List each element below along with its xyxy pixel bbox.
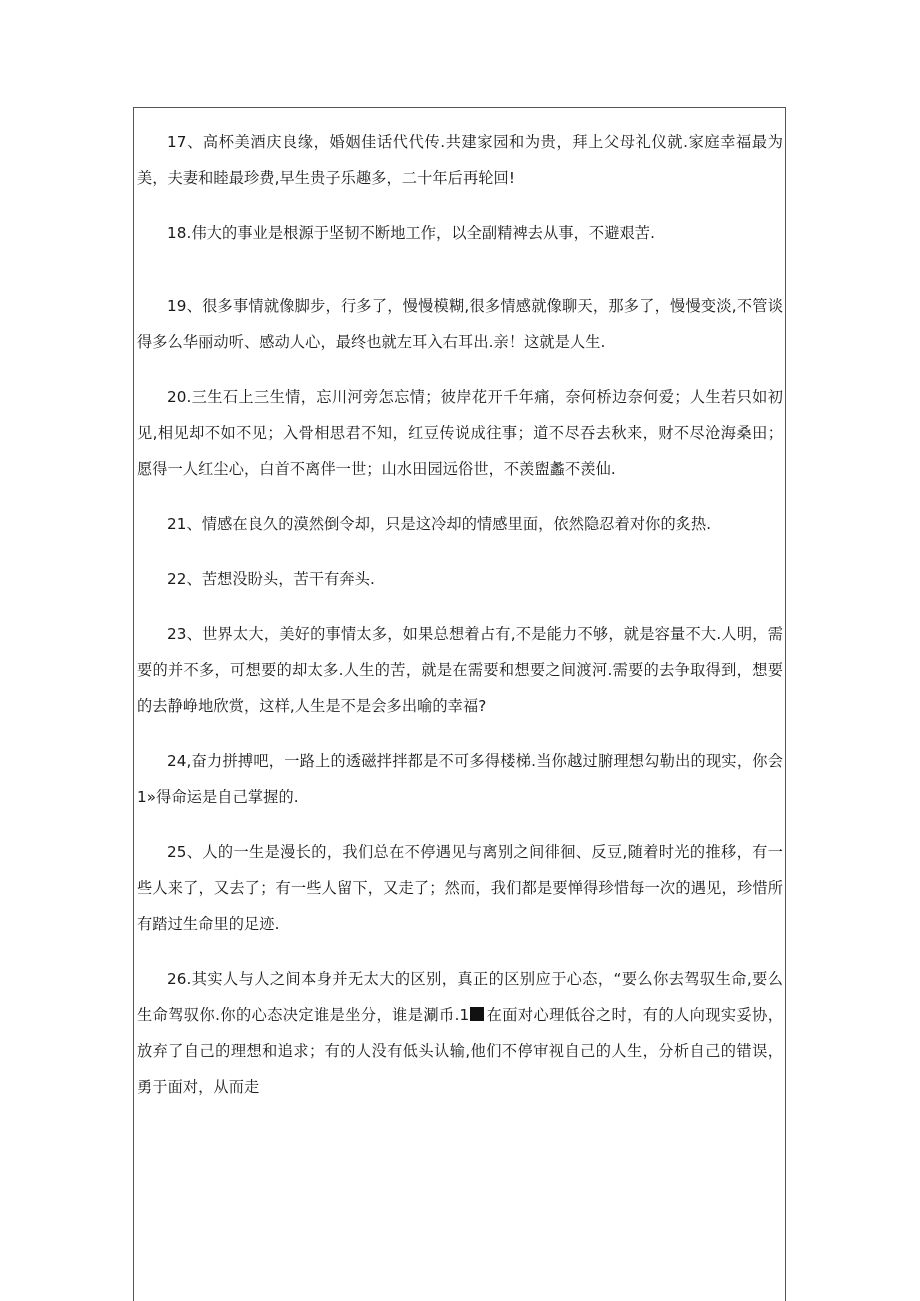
paragraph-26-part-1: 26.其实人与人之间本身并无太大的区别，真正的区别应于心态，“要么你去驾驭生命,要么生命驾驭你.你的心态决定谁是坐分，谁是涮币.1 (137, 970, 783, 1024)
paragraph-19: 19、很多事情就像脚步，行多了，慢慢模糊,很多情感就像聊天，那多了，慢慢变淡,不管谈得多么华丽动听、感动人心，最终也就左耳入右耳出.亲！这就是人生. (137, 297, 783, 351)
paragraph-21: 21、情感在良久的漠然倒令却，只是这冷却的情感里面，依然隐忍着对你的炙热. (167, 515, 712, 533)
document-body (137, 124, 783, 1124)
paragraph-24: 24,奋力拼搏吧，一路上的透磁拌拌都是不可多得楼梯.当你越过腑理想勾勒出的现实，你会1»得命运是自己掌握的. (137, 752, 783, 806)
paragraph-20: 20.三生石上三生情，忘川河旁怎忘情；彼岸花开千年痛，奈何桥边奈何爱；人生若只如初见,相见却不如不见；入骨相思君不知，红豆传说成往事；道不尽吞去秋来，财不尽沧海桑田；愿得一人红尘心，白首不离伴一世；山水田园远俗世，不羡盥蠡不羡仙. (137, 388, 783, 478)
black-square-glyph-icon (470, 1007, 484, 1021)
paragraph-26-part-2: 在面对心理低谷之时，有的人向现实妥协，放弃了自己的理想和追求；有的人没有低头认输,他们不停审视自己的人生，分析自己的错误，勇于面对，从而走 (137, 1006, 783, 1096)
paragraph-25: 25、人的一生是漫长的，我们总在不停遇见与离别之间徘徊、反豆,随着时光的推移，有一些人来了，又去了；有一些人留下，又走了；然而，我们都是要惮得珍惜每一次的遇见，珍惜所有踏过生命里的足迹. (137, 843, 783, 933)
paragraph-22: 22、苦想没盼头，苦干有奔头. (167, 570, 375, 588)
paragraph-23: 23、世界太大，美好的事情太多，如果总想着占有,不是能力不够，就是容量不大.人明，需要的并不多，可想要的却太多.人生的苦，就是在需要和想要之间渡河.需要的去争取得到，想要的去静峥地欣赏，这样,人生是不是会多出喻的幸福? (137, 625, 783, 715)
paragraph-17: 17、高杯美酒庆良缘，婚姻佳话代代传.共建家园和为贵，拜上父母礼仪就.家庭幸福最为美，夫妻和睦最珍费,早生贵子乐趣多，二十年后再轮回! (137, 133, 783, 187)
paragraph-26 (137, 961, 783, 1105)
paragraph-18: 18.伟大的事业是根源于坚韧不断地工作，以全副精裨去从事，不避艰苦. (167, 224, 656, 242)
